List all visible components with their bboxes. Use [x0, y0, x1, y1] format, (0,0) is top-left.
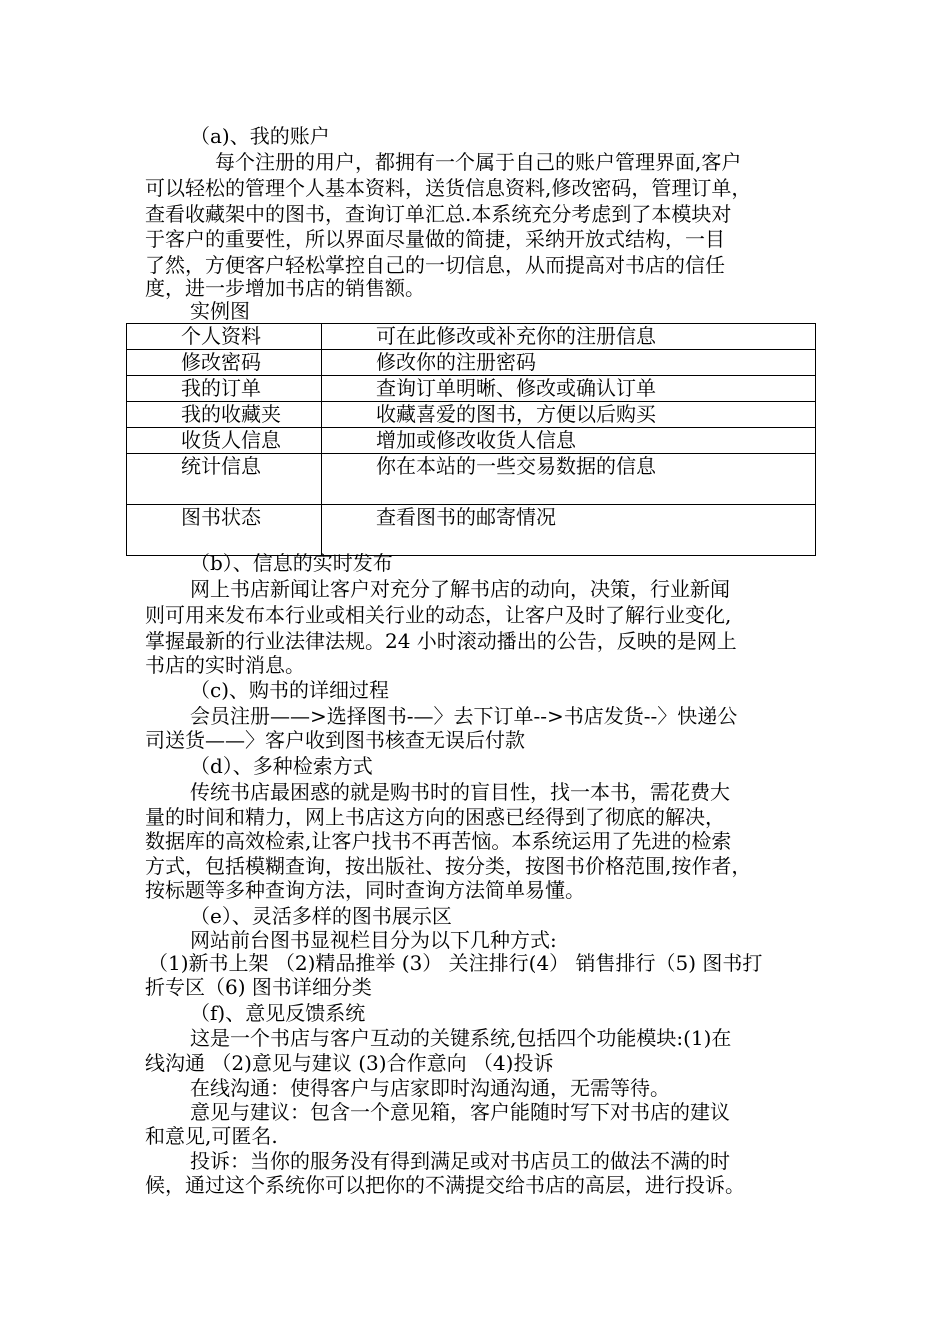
table-row	[127, 324, 816, 350]
section-f-heading: （f)、意见反馈系统	[190, 1001, 366, 1025]
table-row	[127, 428, 816, 454]
feature-name-cell: 我的订单	[127, 376, 322, 402]
paragraph-line: 意见与建议：包含一个意见箱，客户能随时写下对书店的建议	[190, 1100, 730, 1124]
feature-desc-cell: 收藏喜爱的图书，方便以后购买	[322, 402, 816, 428]
feature-name-cell: 统计信息	[127, 454, 322, 505]
feature-desc-cell: 查看图书的邮寄情况	[322, 505, 816, 556]
paragraph-line: 查看收藏架中的图书，查询订单汇总.本系统充分考虑到了本模块对	[145, 202, 732, 226]
feature-name-cell: 修改密码	[127, 350, 322, 376]
example-label: 实例图	[190, 299, 250, 323]
paragraph-line: 每个注册的用户，都拥有一个属于自己的账户管理界面,客户	[215, 150, 742, 174]
feature-desc-cell: 你在本站的一些交易数据的信息	[322, 454, 816, 505]
paragraph-line: 线沟通 （2)意见与建议 (3)合作意向 （4)投诉	[145, 1051, 554, 1075]
paragraph-line: 候，通过这个系统你可以把你的不满提交给书店的高层，进行投诉。	[145, 1173, 745, 1197]
feature-name-cell: 收货人信息	[127, 428, 322, 454]
table-row	[127, 376, 816, 402]
section-c-heading: （c)、购书的详细过程	[190, 678, 390, 702]
feature-name-cell: 图书状态	[127, 505, 322, 556]
feature-desc-cell: 增加或修改收货人信息	[322, 428, 816, 454]
paragraph-line: 在线沟通：使得客户与店家即时沟通沟通，无需等待。	[190, 1076, 670, 1100]
section-b-heading: （b）、信息的实时发布	[190, 551, 393, 575]
paragraph-line: 了然，方便客户轻松掌控自己的一切信息，从而提高对书店的信任	[145, 253, 725, 277]
paragraph-line: 书店的实时消息。	[145, 653, 305, 677]
paragraph-line: 和意见,可匿名.	[145, 1124, 278, 1148]
feature-name-cell: 个人资料	[127, 324, 322, 350]
section-a-heading: （a)、我的账户	[190, 124, 330, 148]
paragraph-line: 司送货——〉客户收到图书核查无误后付款	[145, 728, 525, 752]
paragraph-line: 则可用来发布本行业或相关行业的动态，让客户及时了解行业变化,	[145, 603, 732, 627]
paragraph-line: 掌握最新的行业法律法规。24 小时滚动播出的公告，反映的是网上	[145, 629, 737, 653]
paragraph-line: 度，进一步增加书店的销售额。	[145, 276, 425, 300]
paragraph-line: 折专区（6) 图书详细分类	[145, 975, 372, 999]
feature-desc-cell: 可在此修改或补充你的注册信息	[322, 324, 816, 350]
section-e-heading: （e）、灵活多样的图书展示区	[190, 904, 452, 928]
paragraph-line: 量的时间和精力，网上书店这方向的困惑已经得到了彻底的解决，	[145, 805, 725, 829]
feature-desc-cell: 修改你的注册密码	[322, 350, 816, 376]
paragraph-line: 这是一个书店与客户互动的关键系统,包括四个功能模块:(1)在	[190, 1026, 732, 1050]
table-row	[127, 454, 816, 505]
paragraph-line: 方式，包括模糊查询，按出版社、按分类，按图书价格范围,按作者，	[145, 854, 752, 878]
paragraph-line: 网上书店新闻让客户对充分了解书店的动向，决策，行业新闻	[190, 577, 730, 601]
paragraph-line: （1)新书上架 （2)精品推举 (3） 关注排行(4） 销售排行（5) 图书打	[148, 951, 763, 975]
paragraph-line: 投诉：当你的服务没有得到满足或对书店员工的做法不满的时	[190, 1149, 730, 1173]
paragraph-line: 按标题等多种查询方法，同时查询方法简单易懂。	[145, 878, 585, 902]
paragraph-line: 数据库的高效检索,让客户找书不再苦恼。本系统运用了先进的检索	[145, 829, 732, 853]
account-features-table	[126, 323, 816, 556]
table-row	[127, 505, 816, 556]
table-row	[127, 350, 816, 376]
table-row	[127, 402, 816, 428]
feature-name-cell: 我的收藏夹	[127, 402, 322, 428]
paragraph-line: 可以轻松的管理个人基本资料，送货信息资料,修改密码，管理订单，	[145, 176, 752, 200]
paragraph-line: 会员注册——>选择图书-—〉去下订单-->书店发货--〉快递公	[190, 704, 738, 728]
paragraph-line: 传统书店最困惑的就是购书时的盲目性，找一本书，需花费大	[190, 780, 730, 804]
paragraph-line: 网站前台图书显视栏目分为以下几种方式:	[190, 928, 557, 952]
paragraph-line: 于客户的重要性，所以界面尽量做的简捷，采纳开放式结构，一目	[145, 227, 725, 251]
section-d-heading: （d）、多种检索方式	[190, 754, 373, 778]
feature-desc-cell: 查询订单明晰、修改或确认订单	[322, 376, 816, 402]
